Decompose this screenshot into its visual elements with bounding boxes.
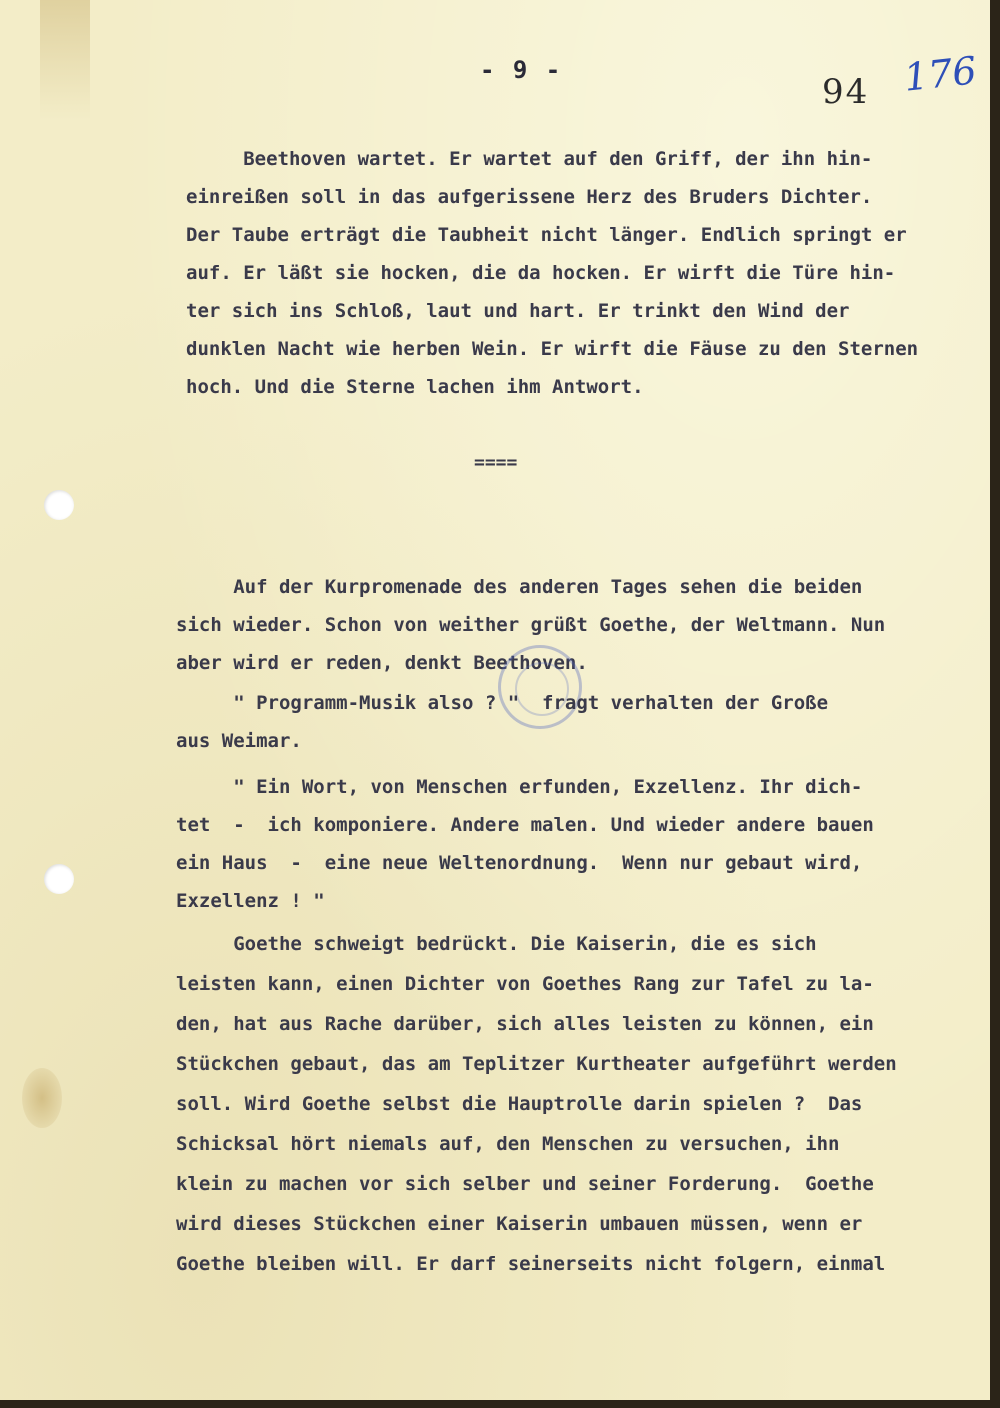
text-line: Der Taube erträgt die Taubheit nicht länger. Endlich springt er [186,224,907,246]
text-line: " Programm-Musik also ? " fragt verhalten der Große [176,692,829,714]
punch-hole [44,490,74,520]
text-line: soll. Wird Goethe selbst die Hauptrolle darin spielen ? Das [176,1093,863,1115]
punch-hole [44,864,74,894]
folio-number: 94 [822,72,870,112]
text-line: ein Haus - eine neue Weltenordnung. Wenn nur gebaut wird, [176,852,863,874]
paper-stain [40,0,90,120]
text-line: tet - ich komponiere. Andere malen. Und wieder andere bauen [176,814,874,836]
text-line: Exzellenz ! " [176,890,325,912]
text-line: Stückchen gebaut, das am Teplitzer Kurtheater aufgeführt werden [176,1053,897,1075]
text-line: leisten kann, einen Dichter von Goethes Rang zur Tafel zu la- [176,973,874,995]
paragraph [176,684,828,760]
text-line: aber wird er reden, denkt Beethoven. [176,652,588,674]
text-line: dunklen Nacht wie herben Wein. Er wirft die Fäuse zu den Sternen [186,338,919,360]
text-line: wird dieses Stückchen einer Kaiserin umbauen müssen, wenn er [176,1213,863,1235]
text-line: sich wieder. Schon von weither grüßt Goethe, der Weltmann. Nun [176,614,886,636]
paragraph [176,768,874,920]
text-line: Goethe bleiben will. Er darf seinerseits nicht folgern, einmal [176,1253,886,1275]
section-divider: ==== [474,452,518,473]
text-line: den, hat aus Rache darüber, sich alles leisten zu können, ein [176,1013,874,1035]
text-line: aus Weimar. [176,730,302,752]
paragraph [186,140,918,406]
handwritten-archive-number: 176 [901,48,979,100]
paragraph [176,924,897,1284]
text-line: Goethe schweigt bedrückt. Die Kaiserin, die es sich [176,933,817,955]
text-line: Auf der Kurpromenade des anderen Tages sehen die beiden [176,576,863,598]
page-number: - 9 - [480,56,563,84]
text-line: einreißen soll in das aufgerissene Herz des Bruders Dichter. [186,186,873,208]
text-line: Schicksal hört niemals auf, den Menschen zu versuchen, ihn [176,1133,840,1155]
text-line: " Ein Wort, von Menschen erfunden, Exzellenz. Ihr dich- [176,776,863,798]
paper-stain [22,1068,62,1128]
text-line: Beethoven wartet. Er wartet auf den Griff, der ihn hin- [186,148,873,170]
text-line: ter sich ins Schloß, laut und hart. Er trinkt den Wind der [186,300,850,322]
text-line: klein zu machen vor sich selber und seiner Forderung. Goethe [176,1173,874,1195]
text-line: auf. Er läßt sie hocken, die da hocken. Er wirft die Türe hin- [186,262,896,284]
text-line: hoch. Und die Sterne lachen ihm Antwort. [186,376,644,398]
